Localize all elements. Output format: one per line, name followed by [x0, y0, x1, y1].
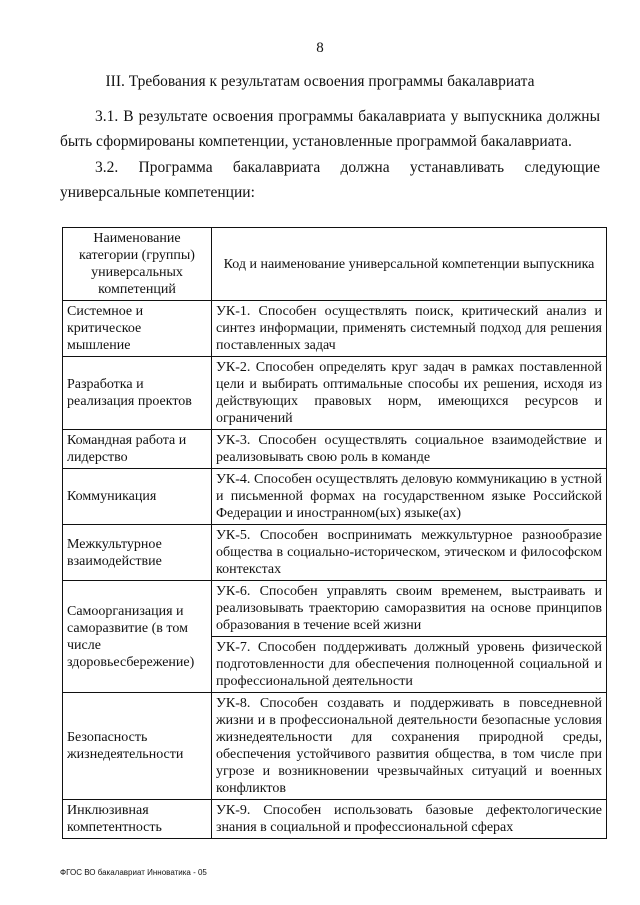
- table-row: [63, 693, 607, 800]
- category-cell: Командная работа и лидерство: [63, 430, 212, 469]
- category-cell: Инклюзивная компетентность: [63, 800, 212, 839]
- table-row: [63, 430, 607, 469]
- category-cell: Межкультурное взаимодействие: [63, 525, 212, 581]
- table-row: [63, 357, 607, 430]
- paragraph-3-1: 3.1. В результате освоения программы бакалавриата у выпускника должны быть сформированы компетенции, установленные программой бакалавриата.: [60, 108, 600, 150]
- table-row: [63, 469, 607, 525]
- page-number: 8: [316, 40, 324, 56]
- category-cell: Коммуникация: [63, 469, 212, 525]
- footer-document-id: ФГОС ВО бакалавриат Инноватика - 05: [60, 868, 207, 877]
- category-cell: Самоорганизация и саморазвитие (в том числе здоровьесбережение): [63, 581, 212, 693]
- table-header-row: [63, 228, 607, 301]
- competency-cell: УК-8. Способен создавать и поддерживать в повседневной жизни и в профессиональной деятельности безопасные условия жизнедеятельности для сохранения природной среды, обеспечения устойчивого развития общества, в том числе при угрозе и возникновении чрезвычайных ситуаций и военных конфликтов: [212, 693, 607, 800]
- competency-cell: УК-1. Способен осуществлять поиск, критический анализ и синтез информации, применять системный подход для решения поставленных задач: [212, 301, 607, 357]
- competency-cell: УК-7. Способен поддерживать должный уровень физической подготовленности для обеспечения полноценной социальной и профессиональной деятельности: [212, 637, 607, 693]
- category-cell: Разработка и реализация проектов: [63, 357, 212, 430]
- paragraph-3-2-continued: универсальные компетенции:: [60, 184, 255, 201]
- competency-cell: УК-2. Способен определять круг задач в рамках поставленной цели и выбирать оптимальные способы их решения, исходя из действующих правовых норм, имеющихся ресурсов и ограничений: [212, 357, 607, 430]
- competency-cell: УК-4. Способен осуществлять деловую коммуникацию в устной и письменной формах на государственном языке Российской Федерации и иностранном(ых) языке(ах): [212, 469, 607, 525]
- table-row: [63, 581, 607, 637]
- competency-cell: УК-5. Способен воспринимать межкультурное разнообразие общества в социально-историческом, этическом и философском контекстах: [212, 525, 607, 581]
- competencies-table: [62, 227, 607, 839]
- category-cell: Безопасность жизнедеятельности: [63, 693, 212, 800]
- table-row: [63, 301, 607, 357]
- competency-cell: УК-9. Способен использовать базовые дефектологические знания в социальной и профессиональной сферах: [212, 800, 607, 839]
- header-category: Наименование категории (группы) универсальных компетенций: [63, 228, 212, 301]
- table-row: [63, 800, 607, 839]
- competency-cell: УК-3. Способен осуществлять социальное взаимодействие и реализовывать свою роль в команде: [212, 430, 607, 469]
- paragraph-3-2: 3.2. Программа бакалавриата должна устанавливать следующие: [95, 159, 600, 176]
- category-cell: Системное и критическое мышление: [63, 301, 212, 357]
- table-row: [63, 525, 607, 581]
- header-code: Код и наименование универсальной компетенции выпускника: [212, 228, 607, 301]
- competency-cell: УК-6. Способен управлять своим временем, выстраивать и реализовывать траекторию саморазвития на основе принципов образования в течение всей жизни: [212, 581, 607, 637]
- section-heading: III. Требования к результатам освоения программы бакалавриата: [105, 73, 535, 90]
